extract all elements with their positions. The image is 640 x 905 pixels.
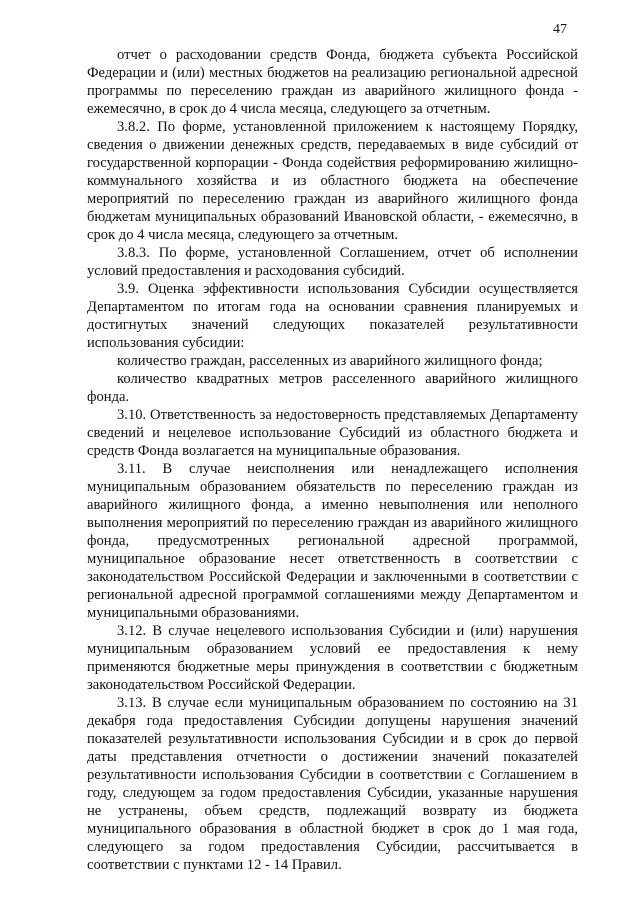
paragraph-3-13: 3.13. В случае если муниципальным образованием по состоянию на 31 декабря года предоставления Субсидии допущены нарушения значений показателей результативности использования Субсидии и в срок до первой даты представления отчетности о достижении значений показателей результативности использования Субсидии в соответствии с Соглашением в году, следующем за годом предоставления Субсидии, указанные нарушения не устранены, объем средств, подлежащий возврату из бюджета муниципального образования в областной бюджет в срок до 1 мая года, следующего за годом предоставления Субсидии, рассчитывается в соответствии с пунктами 12 - 14 Правил. bbox=[87, 695, 578, 873]
document-body bbox=[87, 46, 578, 874]
paragraph-3-9: 3.9. Оценка эффективности использования Субсидии осуществляется Департаментом по итогам года на основании сравнения планируемых и достигнутых значений следующих показателей результативности использования субсидии: bbox=[87, 281, 578, 351]
paragraph-indicator-citizens: количество граждан, расселенных из аварийного жилищного фонда; bbox=[117, 353, 543, 369]
paragraph-3-11: 3.11. В случае неисполнения или ненадлежащего исполнения муниципальным образованием обязательств по переселению граждан из аварийного жилищного фонда, а именно невыполнения или неполного выполнения мероприятий по переселению граждан из аварийного жилищного фонда, предусмотренных региональной адресной программой, муниципальное образование несет ответственность в соответствии с законодательством Российской Федерации и заключенными в соответствии с региональной адресной программой соглашениями между Департаментом и муниципальными образованиями. bbox=[87, 461, 578, 621]
paragraph-3-8-2: 3.8.2. По форме, установленной приложением к настоящему Порядку, сведения о движении денежных средств, передаваемых в виде субсидий от государственной корпорации - Фонда содействия реформированию жилищно-коммунального хозяйства и из областного бюджета на обеспечение мероприятий по переселению граждан из аварийного жилищного фонда бюджетам муниципальных образований Ивановской области, - ежемесячно, в срок до 4 числа месяца, следующего за отчетным. bbox=[87, 119, 578, 243]
page-number: 47 bbox=[553, 22, 567, 37]
paragraph-report-continuation: отчет о расходовании средств Фонда, бюджета субъекта Российской Федерации и (или) местных бюджетов на реализацию региональной адресной программы по переселению граждан из аварийного жилищного фонда - ежемесячно, в срок до 4 числа месяца, следующего за отчетным. bbox=[87, 47, 578, 117]
paragraph-3-12: 3.12. В случае нецелевого использования Субсидии и (или) нарушения муниципальным образованием условий ее предоставления к нему применяются бюджетные меры принуждения в соответствии с бюджетным законодательством Российской Федерации. bbox=[87, 623, 578, 693]
paragraph-indicator-square-meters: количество квадратных метров расселенного аварийного жилищного фонда. bbox=[87, 371, 578, 405]
paragraph-3-8-3: 3.8.3. По форме, установленной Соглашением, отчет об исполнении условий предоставления и расходования субсидий. bbox=[87, 245, 578, 279]
paragraph-3-10: 3.10. Ответственность за недостоверность представляемых Департаменту сведений и нецелевое использование Субсидий из областного бюджета и средств Фонда возлагается на муниципальные образования. bbox=[87, 407, 578, 459]
